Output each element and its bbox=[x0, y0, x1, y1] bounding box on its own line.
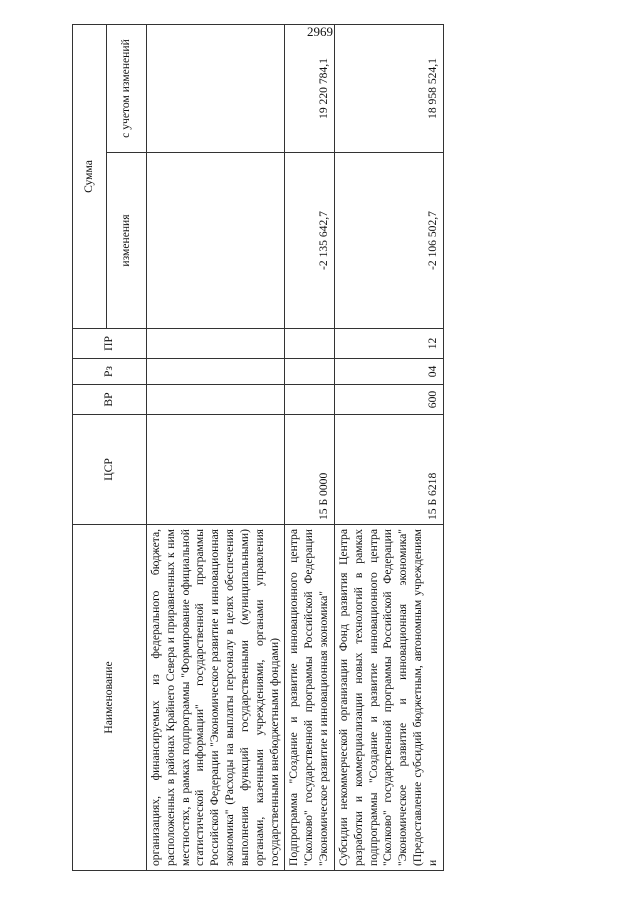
header-pr: ПР bbox=[73, 329, 147, 359]
row-vr bbox=[147, 385, 285, 415]
row-rz bbox=[147, 359, 285, 385]
header-with-changes: с учетом изменений bbox=[107, 25, 147, 153]
row-name: организациях, финансируемых из федерального бюджета, расположенных в районах Крайнего Севера и приравненных к ним местностях, в рамках подпрограммы "Формирование официальной статистической информации" государственной программы Российской Федерации "Экономическое развитие и инновационная экономика" (Расходы на выплаты персоналу в целях обеспечения выполнения функций государственными (муниципальными) органами, казенными учреждениями, органами управления государственными внебюджетными фондами) bbox=[147, 525, 285, 871]
header-vr: ВР bbox=[73, 385, 147, 415]
header-rz: Рз bbox=[73, 359, 147, 385]
header-name: Наименование bbox=[73, 525, 147, 871]
table-row bbox=[334, 25, 443, 871]
table-row bbox=[147, 25, 285, 871]
row-changes: -2 135 642,7 bbox=[285, 153, 334, 329]
row-csr bbox=[147, 415, 285, 525]
row-name: Субсидии некоммерческой организации Фонд развития Центра разработки и коммерциализации новых технологий в рамках подпрограммы "Создание и развитие инновационного центра "Сколково" государственной программы Российской Федерации "Экономическое развитие и инновационная экономика" (Предоставление субсидий бюджетным, автономным учреждениям и bbox=[334, 525, 443, 871]
row-with-changes: 19 220 784,1 bbox=[285, 25, 334, 153]
row-vr: 600 bbox=[334, 385, 443, 415]
row-csr: 15 Б 6218 bbox=[334, 415, 443, 525]
row-rz bbox=[285, 359, 334, 385]
row-changes bbox=[147, 153, 285, 329]
row-pr bbox=[285, 329, 334, 359]
header-changes: изменения bbox=[107, 153, 147, 329]
row-vr bbox=[285, 385, 334, 415]
row-with-changes: 18 958 524,1 bbox=[334, 25, 443, 153]
budget-table bbox=[72, 24, 444, 871]
header-sum: Сумма bbox=[73, 25, 107, 329]
row-rz: 04 bbox=[334, 359, 443, 385]
row-with-changes bbox=[147, 25, 285, 153]
row-name: Подпрограмма "Создание и развитие инновационного центра "Сколково" государственной программы Российской Федерации "Экономическое развитие и инновационная экономика" bbox=[285, 525, 334, 871]
row-pr: 12 bbox=[334, 329, 443, 359]
header-csr: ЦСР bbox=[73, 415, 147, 525]
page-number: 2969 bbox=[307, 24, 333, 39]
row-pr bbox=[147, 329, 285, 359]
table-row bbox=[285, 25, 334, 871]
row-changes: -2 106 502,7 bbox=[334, 153, 443, 329]
row-csr: 15 Б 0000 bbox=[285, 415, 334, 525]
